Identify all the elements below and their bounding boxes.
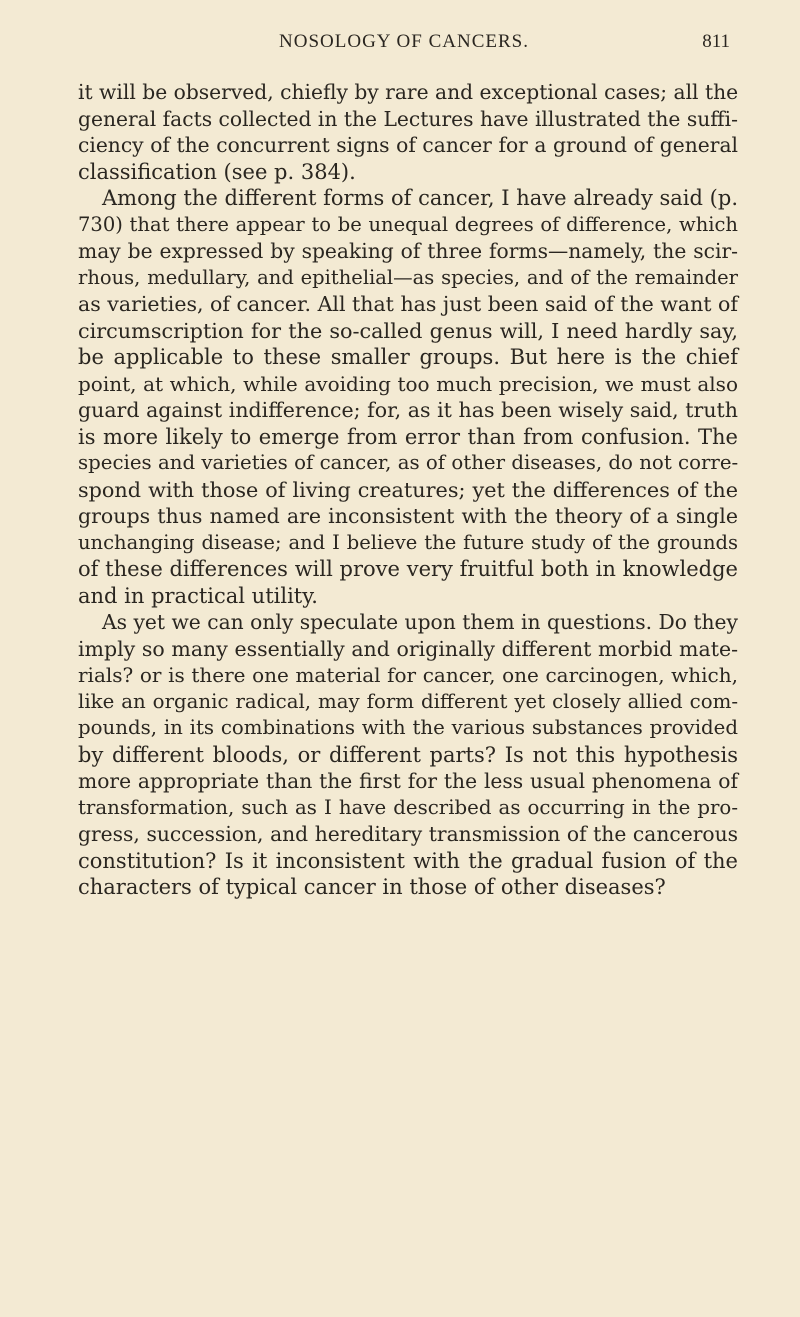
text-line: point, at which, while avoiding too much precision, we must also [78, 371, 738, 396]
text-line: more appropriate than the first for the less usual phenomena of [78, 769, 738, 793]
text-line: circumscription for the so-called genus will, I need hardly say, [78, 318, 738, 343]
text-line: rhous, medullary, and epithelial—as species, and of the remainder [78, 265, 738, 289]
text-line: pounds, in its combinations with the various substances provided [78, 716, 738, 739]
text-line: groups thus named are inconsistent with the theory of a single [78, 504, 738, 528]
text-line: general facts collected in the Lectures have illustrated the suffi- [78, 106, 738, 131]
text-line: rials? or is there one material for cancer, one carcinogen, which, [78, 663, 738, 687]
text-line: imply so many essentially and originally different morbid mate- [78, 636, 738, 661]
text-line: ciency of the concurrent signs of cancer for a ground of general [78, 133, 738, 157]
text-line: characters of typical cancer in those of other diseases? [78, 875, 666, 899]
text-line: is more likely to emerge from error than from confusion. The [78, 424, 738, 449]
running-head [78, 30, 730, 54]
text-line: guard against indifference; for, as it has been wisely said, truth [78, 398, 738, 422]
text-line: As yet we can only speculate upon them in questions. Do they [102, 610, 738, 634]
text-line: like an organic radical, may form different yet closely allied com- [78, 689, 738, 713]
paragraph-1 [78, 79, 738, 185]
text-line: may be expressed by speaking of three forms—namely, the scir- [78, 239, 738, 263]
text-line: gress, succession, and hereditary transmission of the cancerous [78, 822, 738, 846]
text-line: 730) that there appear to be unequal degrees of difference, which [78, 212, 738, 236]
text-line: as varieties, of cancer. All that has just been said of the want of [78, 292, 738, 316]
text-line: be applicable to these smaller groups. But here is the chief [78, 345, 738, 369]
text-line: classification (see p. 384). [78, 159, 356, 184]
body-text [78, 79, 738, 901]
text-line: Among the different forms of cancer, I have already said (p. [102, 186, 738, 210]
text-line: species and varieties of cancer, as of other diseases, do not corre- [78, 451, 739, 474]
paragraph-2 [78, 185, 738, 609]
text-line: spond with those of living creatures; yet the differences of the [78, 477, 738, 502]
text-line: of these differences will prove very fruitful both in knowledge [78, 557, 738, 581]
text-line: and in practical utility. [78, 583, 318, 608]
text-line: constitution? Is it inconsistent with the gradual fusion of the [78, 848, 738, 873]
text-line: transformation, such as I have described as occurring in the pro- [78, 795, 738, 819]
text-line: it will be observed, chiefly by rare and exceptional cases; all the [78, 80, 739, 104]
text-line: unchanging disease; and I believe the future study of the grounds [78, 530, 738, 554]
running-title: NOSOLOGY OF CANCERS. [279, 31, 529, 52]
paragraph-3 [78, 609, 738, 901]
text-line: by different bloods, or different parts? Is not this hypothesis [78, 742, 738, 767]
page-number: 811 [702, 31, 730, 52]
